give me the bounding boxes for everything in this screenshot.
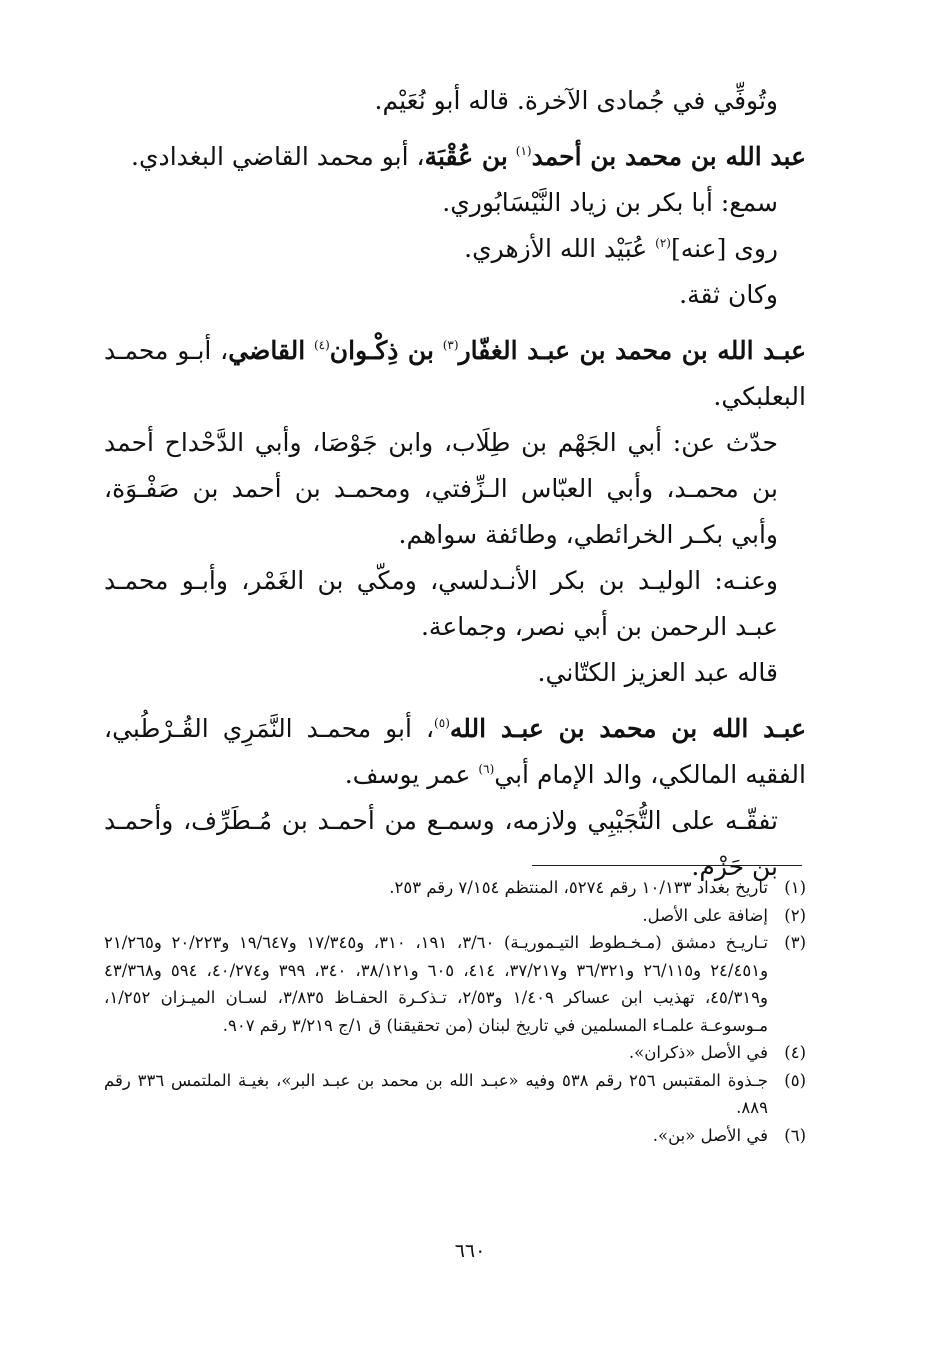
studied-with: تفقّـه على التُّجَيْبِي ولازمه، وسمـع من أحمـد بن مُـطَرِّف، وأحمـد بن حَزْم. [104,806,778,881]
text-line [104,272,806,318]
footnote-number: (٥) [784,1070,807,1090]
footnote [104,874,806,902]
students: وعنـه: الوليـد بن بكر الأنـدلسي، ومكّي بن الغَمْر، وأبـو محمـد عبـد الرحمن بن أبي نصر، وجماعة. [104,566,778,641]
entry-name: عبـد الله بن محمد بن عبـد الله [449,714,806,743]
text-line [104,78,806,124]
entry-description: ، أبـو محمـد البعلبكي. [104,336,806,411]
footnote-number: (١) [784,878,806,897]
footnotes [104,874,806,1149]
footnote-ref: (٤) [313,338,330,352]
footnote-ref: (٥) [434,716,450,730]
footnote [104,1067,806,1122]
main-text [104,78,806,890]
footnote-ref: (٢) [655,236,671,250]
footnote-text: في الأصل «بن». [652,1125,768,1145]
footnote [104,902,806,930]
narrated-by: روى [عنه] [670,234,778,263]
text-paragraph [104,420,806,558]
footnote-text: إضافة على الأصل. [642,905,768,925]
footnote-number: (٤) [784,1043,806,1062]
entry-heading [104,134,806,180]
footnote-number: (٦) [784,1125,806,1145]
narrator-name: عُبَيْد الله الأزهري. [464,234,656,263]
footnote-text: تاريخ بغداد ١٠/١٣٣ رقم ٥٢٧٤، المنتظم ٧/١٥٤ رقم ٢٥٣. [389,878,768,897]
entry-title: القاضي [228,336,306,365]
footnote-text: في الأصل «ذكران». [628,1043,768,1062]
footnote-text: جـذوة المقتبس ٢٥٦ رقم ٥٣٨ وفيه «عبـد الله بن محمد بن عبـد البر»، بغيـة الملتمس ٣٣٦ رقم ٨٨٩. [104,1070,769,1117]
entry-heading [104,706,806,798]
narrated-from: حدّث عن: أبي الجَهْم بن طِلَاب، وابن جَوْصَا، وأبي الدَّحْداح أحمد بن محمـد، وأبي العبّاس الـزِّفتي، ومحمـد بن أحمد بن صَفْـوَة، وأبي بكـر الخرائطي، وطائفة سواهم. [104,428,778,549]
death-note: وتُوفِّي في جُمادى الآخرة. قاله أبو نُعَيْم. [374,86,778,115]
footnote-divider [532,865,802,866]
text-line [104,226,806,272]
footnote [104,929,806,1039]
entry-description-cont: عمر يوسف. [344,760,479,789]
footnote-text: تـاريـخ دمشق (مـخـطوط التيـموريـة) ٣/٦٠، ١٩١، ٣١٠، و١٧/٣٤٥ و١٩/٦٤٧ و٢٠/٢٢٣ و٢١/٢٦٥ و٢٤/٤٥١ و٢٦/١١٥ و٣٦/٣٢١ و٣٧/٢١٧، ٤١٤، ٦٠٥ و٣٨/١٢١، ٣٤٠، ٣٩٩ و٤٠/٢٧٤، ٥٩٤ و٤٣/٣٦٨ و٤٥/٣١٩، تهذيب ابن عساكر ١/٤٠٩ و٢/٥٣، تـذكـرة الحفـاظ ٣/٨٣٥، لسـان الميـزان ١/٢٥٢، مـوسوعـة علمـاء المسلمين في تاريخ لبنان (من تحقيقنا) ق ١/ج ٣/٢١٩ رقم ٩٠٧. [104,933,769,1035]
trustworthy-note: وكان ثقة. [679,280,778,309]
entry-description: ، أبو محمد القاضي البغدادي. [131,142,425,171]
footnote [104,1122,806,1150]
source-attribution: قاله عبد العزيز الكتّاني. [537,658,778,687]
footnote [104,1039,806,1067]
footnote-number: (٣) [784,933,806,952]
text-line [104,650,806,696]
entry-name: عبد الله بن محمد بن أحمد [531,142,806,171]
entry-name: عبـد الله بن محمد بن عبـد الغفّار [458,336,806,365]
text-paragraph [104,558,806,650]
entry-heading [104,328,806,420]
entry-name-cont: بن عُقْبَة [424,142,508,171]
footnote-ref: (١) [515,144,532,158]
footnote-ref: (٦) [478,762,495,776]
entry-description: ، أبو محمـد النَّمَرِي القُـرْطُبي، الفقيه المالكي، والد الإمام أبي [104,714,806,789]
footnote-ref: (٣) [442,338,459,352]
text-line [104,180,806,226]
heard-from: سمع: أبا بكر بن زياد النَّيْسَابُوري. [442,188,778,217]
entry-name-cont: بن ذِكْـوان [329,336,434,365]
page-number: ٦٦٠ [454,1240,486,1262]
footnote-number: (٢) [784,905,806,925]
